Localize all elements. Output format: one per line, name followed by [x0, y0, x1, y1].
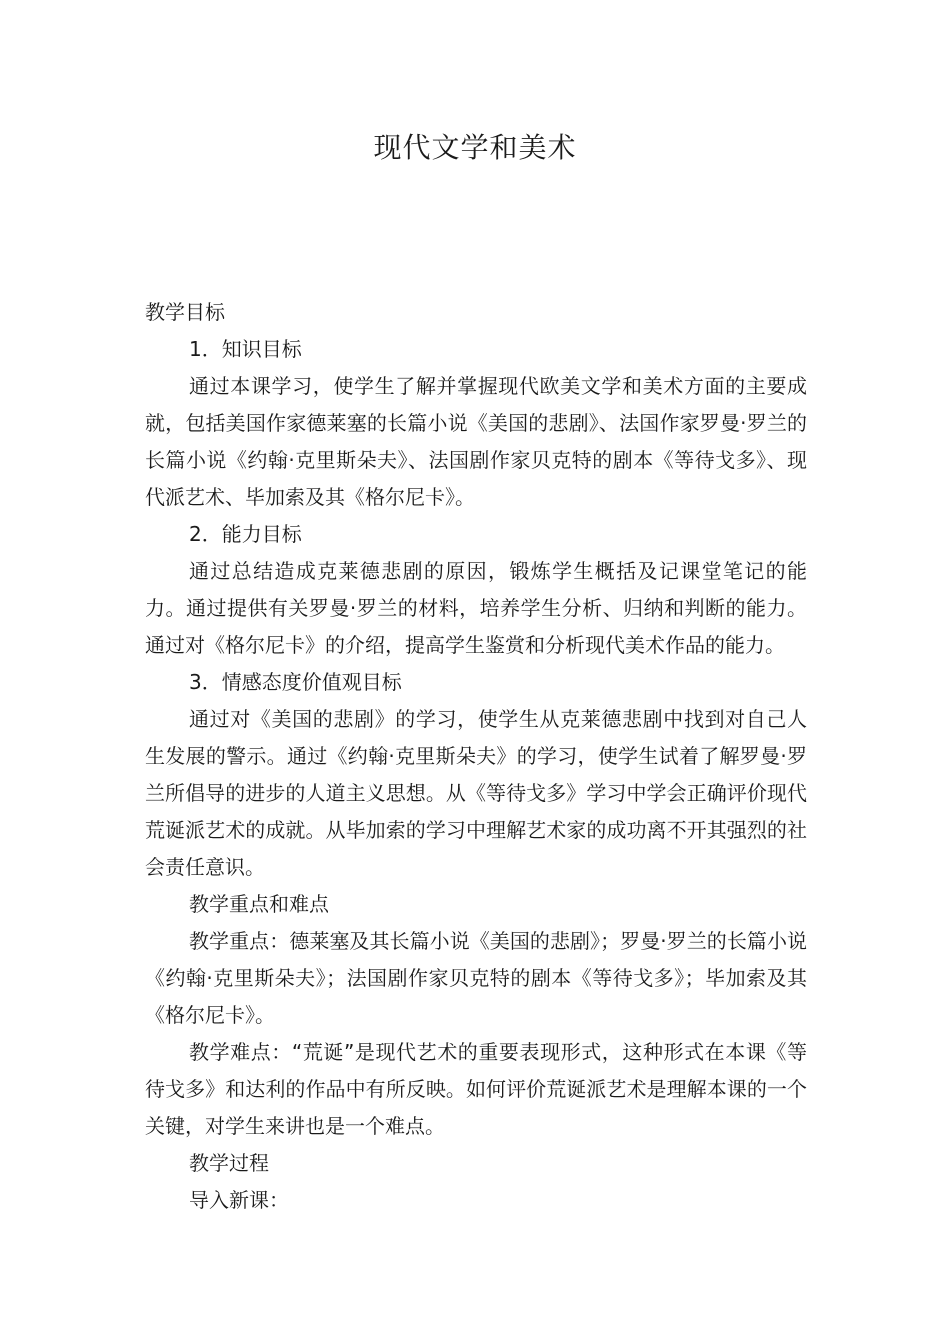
document-title: 现代文学和美术: [373, 131, 577, 164]
section-heading-key-points: 教学重点和难点: [189, 892, 329, 916]
section-heading-teaching-process: 教学过程: [189, 1151, 269, 1175]
paragraph-key-points: 教学重点：德莱塞及其长篇小说《美国的悲剧》；罗曼·罗兰的长篇小说《约翰·克里斯朵夫》；法国剧作家贝克特的剧本《等待戈多》；毕加索及其《格尔尼卡》。: [145, 929, 807, 1027]
paragraph-knowledge-goals: 通过本课学习，使学生了解并掌握现代欧美文学和美术方面的主要成就，包括美国作家德莱塞的长篇小说《美国的悲剧》、法国作家罗曼·罗兰的长篇小说《约翰·克里斯朵夫》、法国剧作家贝克特的剧本《等待戈多》、现代派艺术、毕加索及其《格尔尼卡》。: [145, 374, 807, 509]
subheading-introduction: 导入新课：: [189, 1188, 289, 1212]
document-body: [145, 294, 807, 1219]
paragraph-emotion-values-goals: 通过对《美国的悲剧》的学习，使学生从克莱德悲剧中找到对自己人生发展的警示。通过《约翰·克里斯朵夫》的学习，使学生试着了解罗曼·罗兰所倡导的进步的人道主义思想。从《等待戈多》学习中学会正确评价现代荒诞派艺术的成就。从毕加索的学习中理解艺术家的成功离不开其强烈的社会责任意识。: [145, 707, 807, 879]
subheading-emotion-values-goals: 3．情感态度价值观目标: [189, 670, 402, 694]
subheading-ability-goals: 2．能力目标: [189, 522, 302, 546]
paragraph-ability-goals: 通过总结造成克莱德悲剧的原因，锻炼学生概括及记课堂笔记的能力。通过提供有关罗曼·罗兰的材料，培养学生分析、归纳和判断的能力。通过对《格尔尼卡》的介绍，提高学生鉴赏和分析现代美术作品的能力。: [145, 559, 807, 657]
section-heading-teaching-goals: 教学目标: [145, 300, 225, 324]
subheading-knowledge-goals: 1．知识目标: [189, 337, 302, 361]
paragraph-difficult-points: 教学难点：“荒诞”是现代艺术的重要表现形式，这种形式在本课《等待戈多》和达利的作品中有所反映。如何评价荒诞派艺术是理解本课的一个关键，对学生来讲也是一个难点。: [145, 1040, 807, 1138]
